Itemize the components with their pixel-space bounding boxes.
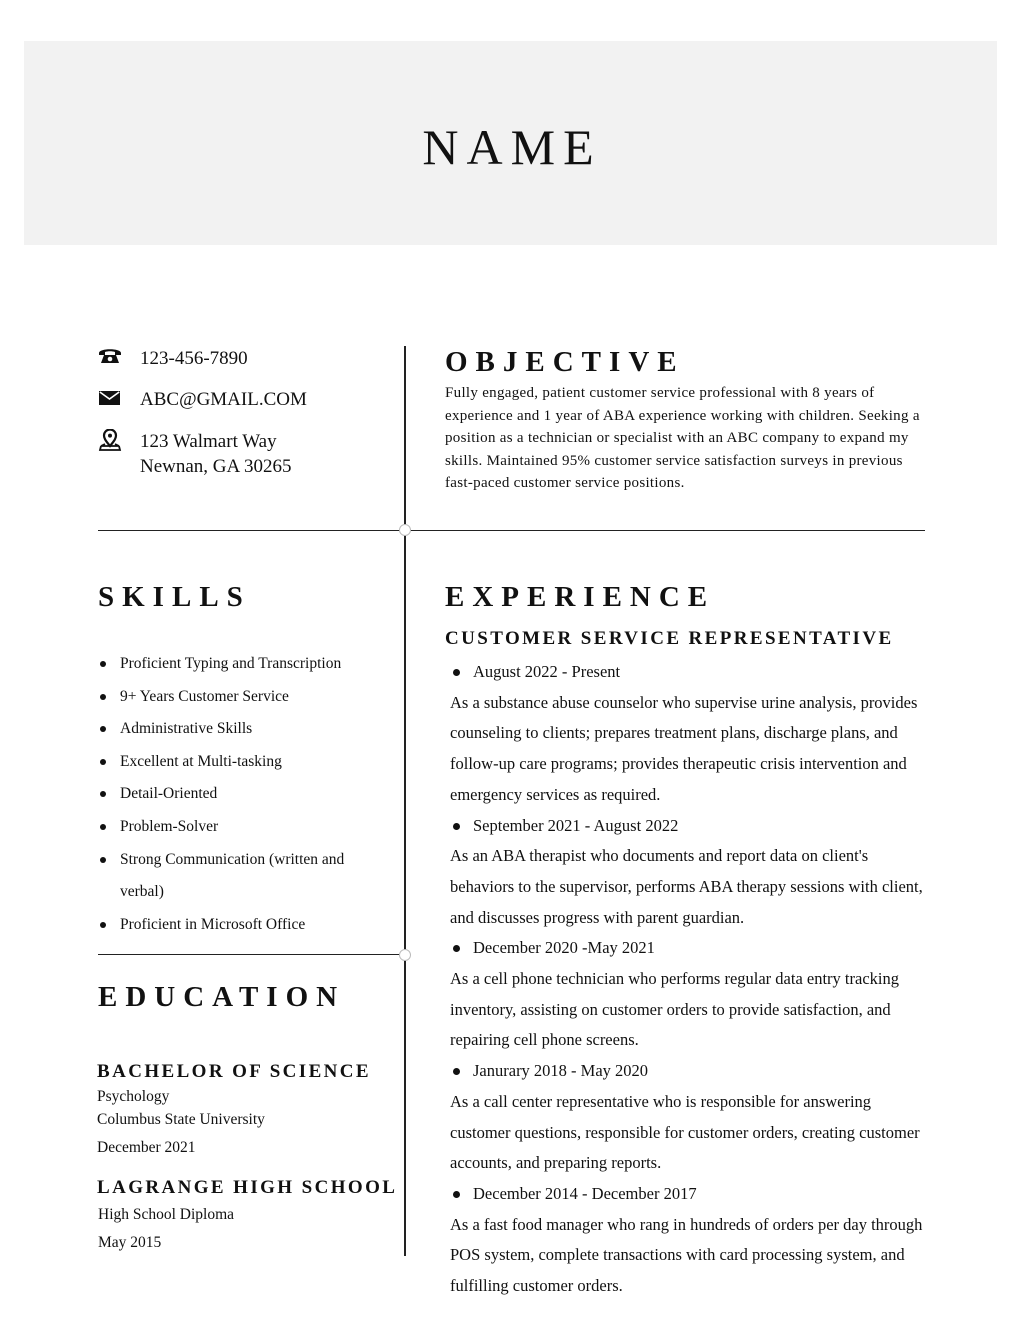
phone-number: 123-456-7890 xyxy=(140,348,248,369)
vertical-divider xyxy=(404,346,406,1256)
highschool-title: LAGRANGE HIGH SCHOOL xyxy=(97,1177,398,1198)
location-pin-icon xyxy=(98,429,122,451)
divider-node xyxy=(399,524,411,536)
envelope-icon xyxy=(98,387,122,409)
education-heading: EDUCATION xyxy=(98,981,346,1013)
experience-heading: EXPERIENCE xyxy=(445,581,716,613)
experience-description: As a cell phone technician who performs regular data entry tracking inventory, assisting on customer orders to provide satisfaction, and repairing cell phone screens. xyxy=(450,969,899,1050)
skill-item: Proficient in Microsoft Office xyxy=(98,909,388,942)
degree-school: Columbus State University xyxy=(97,1111,265,1128)
degree-title: BACHELOR OF SCIENCE xyxy=(97,1061,371,1082)
skill-item: Problem-Solver xyxy=(98,811,388,844)
highschool-diploma: High School Diploma xyxy=(98,1206,235,1223)
experience-date: December 2020 -May 2021 xyxy=(450,933,930,964)
experience-list xyxy=(450,657,930,1302)
experience-description: As a fast food manager who rang in hundreds of orders per day through POS system, complete transactions with card processing system, and fulfilling customer orders. xyxy=(450,1214,923,1296)
experience-date: September 2021 - August 2022 xyxy=(450,811,930,842)
experience-date: August 2022 - Present xyxy=(450,657,930,688)
experience-description: As a call center representative who is responsible for answering customer questions, responsible for customer orders, creating customer accounts, and preparing reports. xyxy=(450,1091,920,1173)
objective-heading: OBJECTIVE xyxy=(445,346,685,378)
email-address: ABC@GMAIL.COM xyxy=(140,389,307,410)
degree-major: Psychology xyxy=(97,1088,170,1105)
skill-item: 9+ Years Customer Service xyxy=(98,681,388,714)
degree-date: December 2021 xyxy=(97,1139,196,1156)
experience-date: Janurary 2018 - May 2020 xyxy=(450,1056,930,1087)
highschool-date: May 2015 xyxy=(98,1234,162,1251)
skill-item: Detail-Oriented xyxy=(98,778,388,811)
skill-item: Strong Communication (written and verbal) xyxy=(98,844,388,909)
divider-skills-education xyxy=(98,954,404,955)
address-line-1: 123 Walmart Way xyxy=(140,431,277,452)
address-line-2: Newnan, GA 30265 xyxy=(140,456,292,477)
job-title: CUSTOMER SERVICE REPRESENTATIVE xyxy=(445,628,894,649)
resume-name: NAME xyxy=(422,119,602,175)
skills-heading: SKILLS xyxy=(98,581,251,613)
skill-item: Proficient Typing and Transcription xyxy=(98,648,388,681)
skills-list xyxy=(98,648,388,941)
experience-description: As a substance abuse counselor who supervise urine analysis, provides counseling to clients; prepares treatment plans, discharge plans, and follow-up care programs; provides therapeutic crisis intervention and emergency services as required. xyxy=(450,692,918,804)
skill-item: Administrative Skills xyxy=(98,713,388,746)
divider-top xyxy=(98,530,925,531)
objective-text: Fully engaged, patient customer service professional with 8 years of experience and 1 year of ABA experience working with children. Seeking a position as a technician or specialist with an ABC company to expand my skills. Maintained 95% customer service satisfaction surveys in previous fast-paced customer service positions. xyxy=(445,385,920,492)
experience-date: December 2014 - December 2017 xyxy=(450,1179,930,1210)
divider-node xyxy=(399,949,411,961)
skill-item: Excellent at Multi-tasking xyxy=(98,746,388,779)
phone-icon xyxy=(98,346,122,368)
experience-description: As an ABA therapist who documents and report data on client's behaviors to the supervisor, performs ABA therapy sessions with client, and discusses progress with parent guardian. xyxy=(450,846,923,927)
